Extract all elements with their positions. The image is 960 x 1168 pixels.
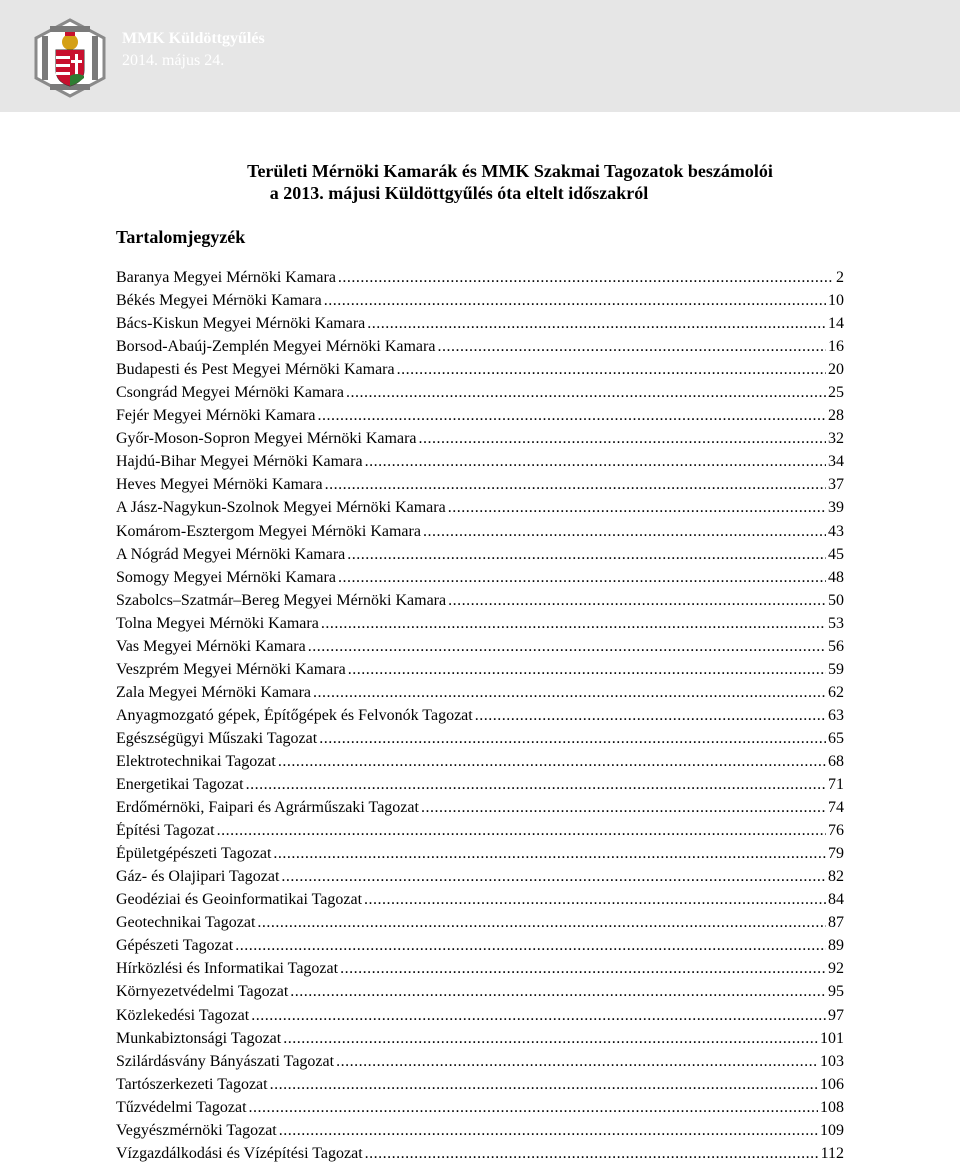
toc-entry-page: 56 [828, 637, 844, 655]
toc-entry[interactable] [116, 822, 844, 845]
toc-entry-title: Győr-Moson-Sopron Megyei Mérnöki Kamara [116, 430, 417, 448]
toc-entry-page: 89 [828, 937, 844, 955]
toc-entry-title: Heves Megyei Mérnöki Kamara [116, 476, 323, 494]
toc-entry-title: Hírközlési és Informatikai Tagozat [116, 960, 339, 978]
header-title: MMK Küldöttgyűlés [122, 30, 265, 47]
toc-entry-page: 97 [828, 1006, 844, 1024]
toc-entry-page: 20 [828, 361, 844, 379]
toc-entry-title: Geotechnikai Tagozat [116, 914, 256, 932]
toc-dot-leader [336, 1053, 818, 1071]
toc-entry[interactable] [116, 638, 844, 661]
toc-dot-leader [278, 753, 826, 771]
toc-entry[interactable] [116, 730, 844, 753]
toc-entry[interactable] [116, 476, 844, 499]
toc-entry[interactable] [116, 983, 844, 1006]
toc-entry-title: Hajdú-Bihar Megyei Mérnöki Kamara [116, 453, 363, 471]
toc-dot-leader [340, 960, 826, 978]
toc-entry[interactable] [116, 707, 844, 730]
toc-dot-leader [317, 407, 826, 425]
toc-entry[interactable] [116, 1099, 844, 1122]
toc-entry-page: 106 [820, 1075, 844, 1093]
toc-entry-page: 28 [828, 407, 844, 425]
mmk-crest-logo [34, 18, 106, 98]
toc-entry-page: 53 [828, 614, 844, 632]
document-title [0, 160, 960, 204]
toc-entry-page: 92 [828, 960, 844, 978]
toc-entry-title: Épületgépészeti Tagozat [116, 845, 272, 863]
toc-entry[interactable] [116, 753, 844, 776]
toc-entry-page: 16 [828, 338, 844, 356]
toc-entry-page: 59 [828, 660, 844, 678]
toc-entry-page: 62 [828, 683, 844, 701]
document-title-line-2: a 2013. májusi Küldöttgyűlés óta eltelt időszakról [269, 183, 649, 203]
toc-entry-title: A Nógrád Megyei Mérnöki Kamara [116, 545, 346, 563]
toc-entry-title: Budapesti és Pest Megyei Mérnöki Kamara [116, 361, 395, 379]
toc-entry-page: 45 [828, 545, 844, 563]
toc-entry-title: Komárom-Esztergom Megyei Mérnöki Kamara [116, 522, 421, 540]
toc-entry[interactable] [116, 453, 844, 476]
toc-dot-leader [397, 361, 826, 379]
toc-entry-title: Geodéziai és Geoinformatikai Tagozat [116, 891, 363, 909]
toc-dot-leader [251, 1007, 826, 1025]
toc-entry-title: Munkabiztonsági Tagozat [116, 1029, 282, 1047]
toc-entry-page: 65 [828, 729, 844, 747]
toc-dot-leader [423, 523, 826, 541]
toc-entry-page: 84 [828, 891, 844, 909]
toc-entry[interactable] [116, 546, 844, 569]
toc-dot-leader [246, 776, 826, 794]
toc-dot-leader [365, 453, 826, 471]
toc-entry[interactable] [116, 499, 844, 522]
toc-entry-title: Energetikai Tagozat [116, 776, 244, 794]
toc-entry[interactable] [116, 1122, 844, 1145]
toc-dot-leader [419, 430, 826, 448]
header-date: 2014. május 24. [122, 52, 225, 69]
toc-entry-title: Gáz- és Olajipari Tagozat [116, 868, 280, 886]
toc-entry-page: 109 [820, 1121, 844, 1139]
toc-entry-title: Csongrád Megyei Mérnöki Kamara [116, 384, 344, 402]
toc-entry-page: 48 [828, 568, 844, 586]
toc-entry[interactable] [116, 315, 844, 338]
toc-entry[interactable] [116, 569, 844, 592]
toc-entry-page: 82 [828, 868, 844, 886]
toc-entry[interactable] [116, 407, 844, 430]
toc-dot-leader [364, 891, 826, 909]
toc-dot-leader [235, 937, 826, 955]
toc-entry[interactable] [116, 845, 844, 868]
toc-entry-title: Baranya Megyei Mérnöki Kamara [116, 269, 336, 286]
toc-entry-page: 76 [828, 822, 844, 840]
toc-entry[interactable] [116, 1145, 844, 1168]
toc-entry-page: 25 [828, 384, 844, 402]
toc-entry-title: Békés Megyei Mérnöki Kamara [116, 292, 322, 310]
toc-entry-title: Anyagmozgató gépek, Építőgépek és Felvonók Tagozat [116, 706, 473, 724]
toc-dot-leader [290, 983, 826, 1001]
toc-entry[interactable] [116, 960, 844, 983]
toc-dot-leader [437, 338, 826, 356]
toc-entry-title: Somogy Megyei Mérnöki Kamara [116, 568, 336, 586]
toc-dot-leader [421, 799, 826, 817]
toc-entry[interactable] [116, 868, 844, 891]
toc-dot-leader [325, 476, 826, 494]
toc-entry[interactable] [116, 799, 844, 822]
toc-entry-page: 43 [828, 522, 844, 540]
toc-entry-title: Vízgazdálkodási és Vízépítési Tagozat [116, 1144, 363, 1162]
toc-entry[interactable] [116, 684, 844, 707]
toc-entry-page: 34 [828, 453, 844, 471]
toc-entry[interactable] [116, 914, 844, 937]
toc-entry[interactable] [116, 776, 844, 799]
toc-entry-title: Szabolcs–Szatmár–Bereg Megyei Mérnöki Kamara [116, 591, 447, 609]
toc-entry-page: 74 [828, 799, 844, 817]
toc-entry-title: Környezetvédelmi Tagozat [116, 983, 289, 1001]
toc-dot-leader [321, 615, 826, 633]
toc-dot-leader [475, 707, 826, 725]
toc-dot-leader [346, 384, 826, 402]
toc-entry-page: 101 [820, 1029, 844, 1047]
toc-entry[interactable] [116, 592, 844, 615]
toc-dot-leader [448, 592, 826, 610]
toc-entry-page: 112 [820, 1144, 844, 1162]
toc-dot-leader [338, 569, 826, 587]
toc-entry-page: 108 [820, 1098, 844, 1116]
toc-entry-title: Veszprém Megyei Mérnöki Kamara [116, 660, 346, 678]
toc-dot-leader [217, 822, 826, 840]
toc-entry[interactable] [116, 269, 844, 292]
toc-entry-title: Tűzvédelmi Tagozat [116, 1098, 247, 1116]
toc-entry-page: 37 [828, 476, 844, 494]
toc-entry-title: Zala Megyei Mérnöki Kamara [116, 683, 312, 701]
toc-entry[interactable] [116, 338, 844, 361]
toc-entry-page: 39 [828, 499, 844, 517]
toc-entry[interactable] [116, 292, 844, 315]
toc-entry-page: 79 [828, 845, 844, 863]
toc-entry-title: Közlekedési Tagozat [116, 1006, 250, 1024]
toc-entry-page: 2 [836, 269, 844, 286]
toc-entry-page: 71 [828, 776, 844, 794]
toc-entry-title: Építési Tagozat [116, 822, 215, 840]
page-header [0, 0, 960, 112]
toc-dot-leader [365, 1145, 819, 1163]
document-title-line-1: Területi Mérnöki Kamarák és MMK Szakmai Tagozatok beszámolói [247, 161, 773, 181]
toc-dot-leader [313, 684, 826, 702]
toc-heading: Tartalomjegyzék [116, 227, 246, 247]
toc-dot-leader [281, 868, 826, 886]
toc-entry[interactable] [116, 661, 844, 684]
toc-entry-title: Tartószerkezeti Tagozat [116, 1075, 268, 1093]
toc-entry-title: Vegyészmérnöki Tagozat [116, 1121, 277, 1139]
toc-entry-title: Egészségügyi Műszaki Tagozat [116, 729, 318, 747]
toc-entry-page: 14 [828, 315, 844, 333]
toc-entry[interactable] [116, 361, 844, 384]
toc-dot-leader [448, 499, 826, 517]
toc-dot-leader [347, 546, 826, 564]
toc-entry-page: 95 [828, 983, 844, 1001]
toc-entry-title: Erdőmérnöki, Faipari és Agrárműszaki Tagozat [116, 799, 419, 817]
toc-dot-leader [324, 292, 826, 310]
toc-entry[interactable] [116, 1076, 844, 1099]
toc-entry-page: 87 [828, 914, 844, 932]
toc-entry-title: Fejér Megyei Mérnöki Kamara [116, 407, 316, 425]
toc-entry-page: 32 [828, 430, 844, 448]
toc-entry-title: A Jász-Nagykun-Szolnok Megyei Mérnöki Kamara [116, 499, 446, 517]
toc-entry-page: 50 [828, 591, 844, 609]
toc-entry-page: 68 [828, 752, 844, 770]
toc-entry[interactable] [116, 615, 844, 638]
toc-dot-leader [273, 845, 826, 863]
toc-entry[interactable] [116, 523, 844, 546]
toc-dot-leader [270, 1076, 818, 1094]
toc-entry[interactable] [116, 1030, 844, 1053]
toc-dot-leader [319, 730, 826, 748]
table-of-contents [116, 269, 844, 1168]
toc-entry-page: 103 [820, 1052, 844, 1070]
toc-dot-leader [348, 661, 826, 679]
toc-entry-title: Gépészeti Tagozat [116, 937, 234, 955]
toc-entry-title: Bács-Kiskun Megyei Mérnöki Kamara [116, 315, 366, 333]
toc-entry[interactable] [116, 891, 844, 914]
toc-dot-leader [283, 1030, 818, 1048]
toc-entry[interactable] [116, 384, 844, 407]
toc-entry-page: 63 [828, 706, 844, 724]
toc-entry-title: Tolna Megyei Mérnöki Kamara [116, 614, 319, 632]
toc-entry-title: Vas Megyei Mérnöki Kamara [116, 637, 306, 655]
toc-dot-leader [367, 315, 826, 333]
toc-entry[interactable] [116, 430, 844, 453]
toc-entry-title: Szilárdásvány Bányászati Tagozat [116, 1052, 335, 1070]
toc-entry-title: Borsod-Abaúj-Zemplén Megyei Mérnöki Kamara [116, 338, 436, 356]
toc-entry[interactable] [116, 1007, 844, 1030]
toc-dot-leader [338, 269, 834, 287]
toc-entry-title: Elektrotechnikai Tagozat [116, 752, 276, 770]
toc-dot-leader [257, 914, 826, 932]
toc-dot-leader [279, 1122, 818, 1140]
toc-dot-leader [249, 1099, 818, 1117]
toc-entry[interactable] [116, 1053, 844, 1076]
toc-entry-page: 10 [828, 292, 844, 310]
toc-entry[interactable] [116, 937, 844, 960]
toc-dot-leader [308, 638, 826, 656]
